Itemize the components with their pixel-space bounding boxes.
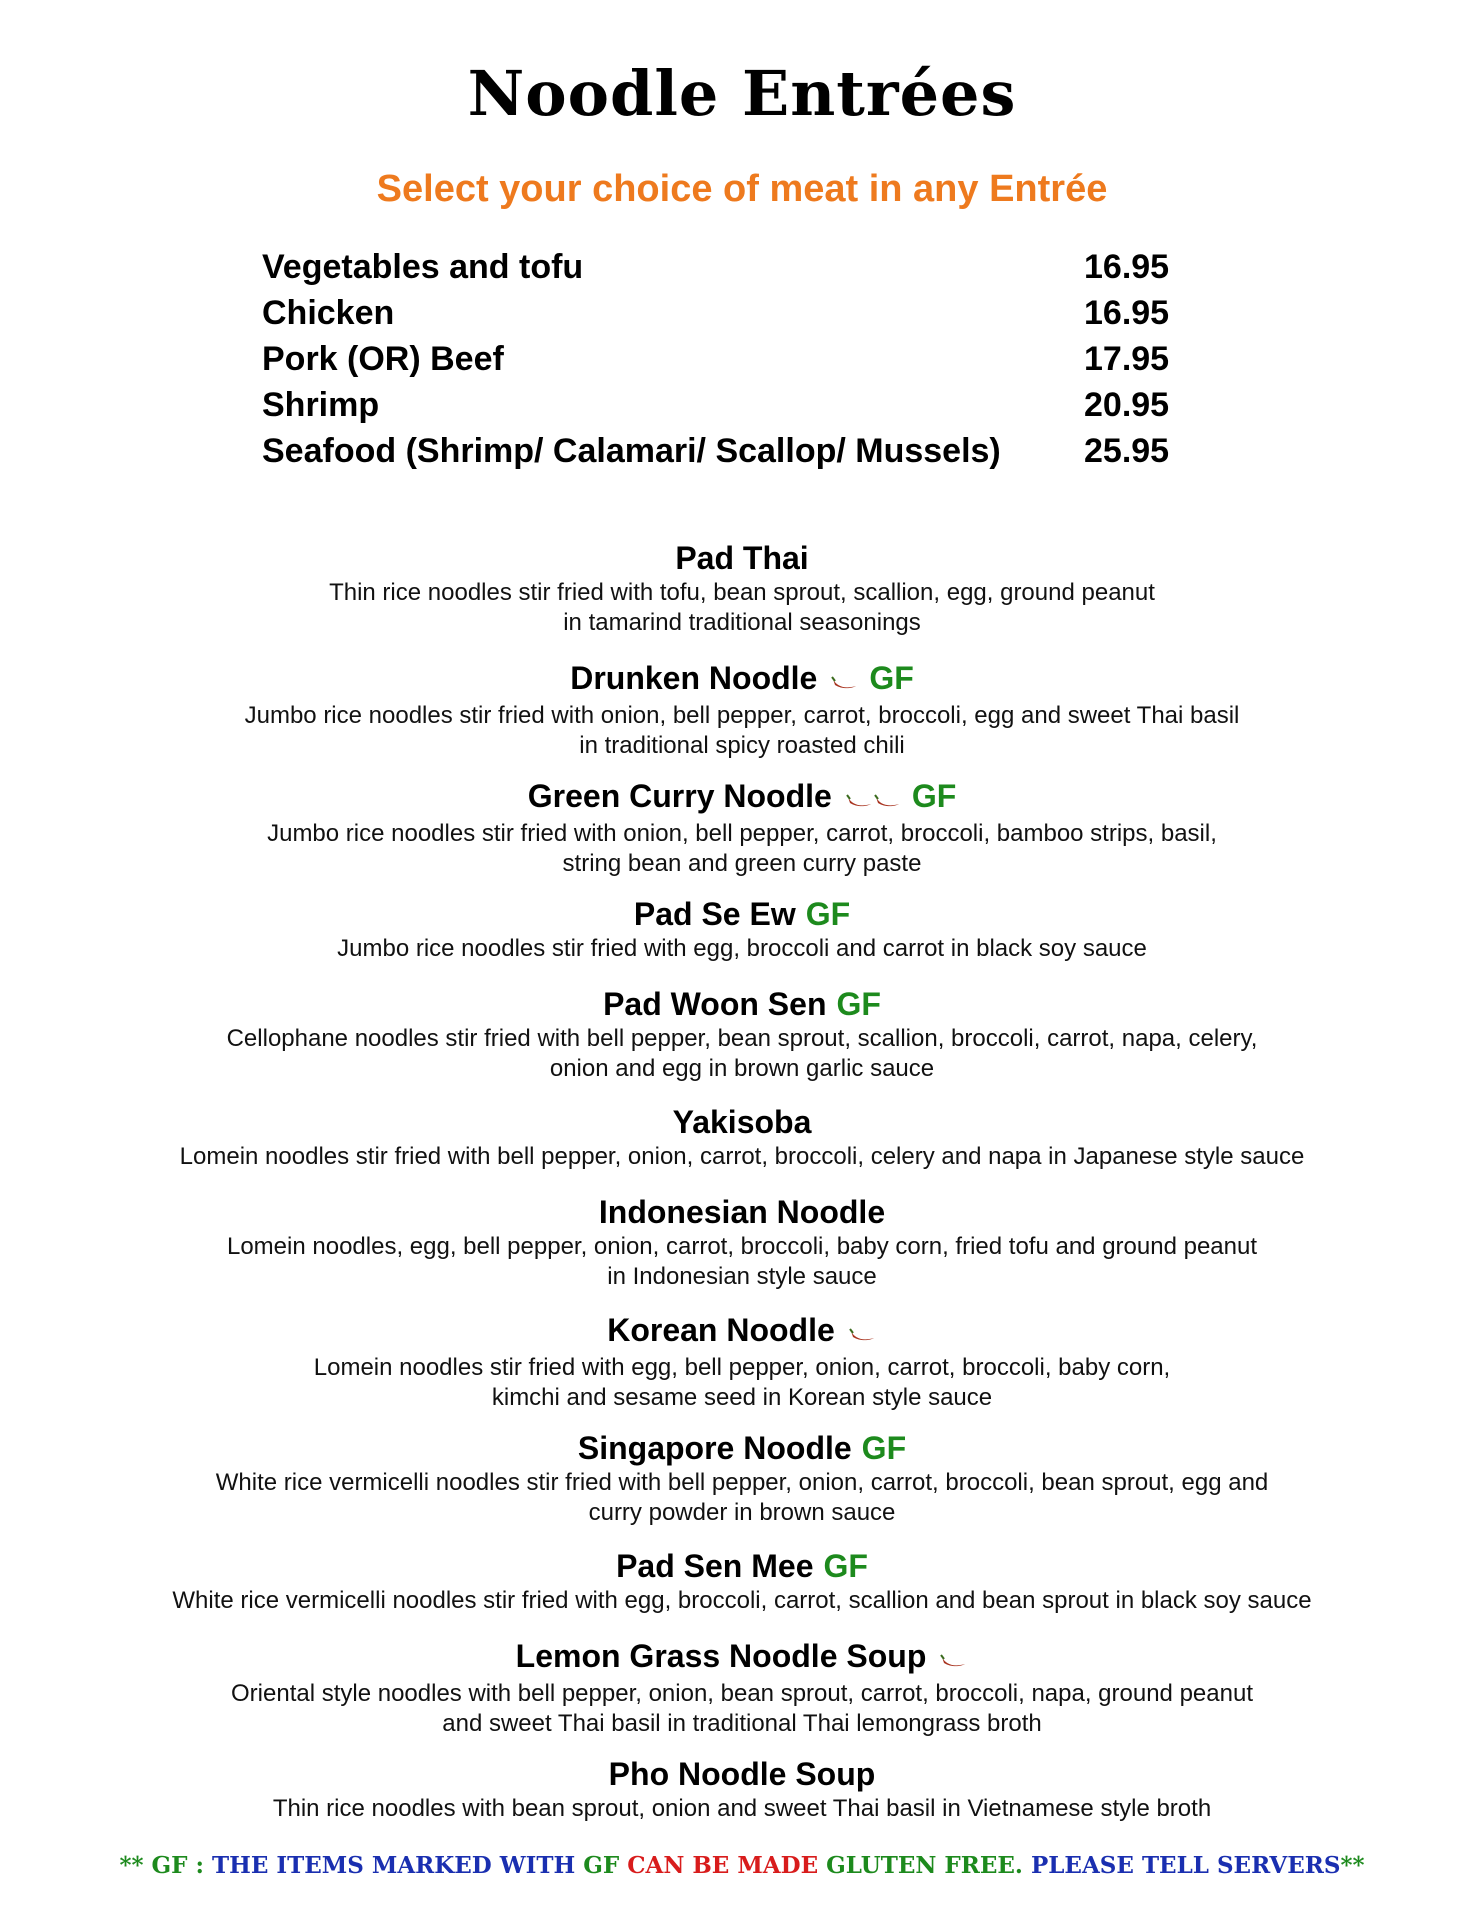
footer-gf-word: GF [583,1852,628,1879]
menu-item-description: Thin rice noodles stir fried with tofu, bean sprout, scallion, egg, ground peanut [329,579,1155,606]
menu-item [40,894,1444,964]
menu-item-heading [40,1636,1444,1679]
meat-price: 16.95 [1084,294,1170,332]
chili-pepper-icon [940,1639,968,1679]
menu-item [40,984,1444,1084]
menu-item-name: Pad Thai [675,540,809,576]
meat-name: Shrimp [262,386,380,424]
meat-price: 20.95 [1084,386,1170,424]
meat-name: Vegetables and tofu [262,248,584,286]
meat-price-row [262,428,1192,474]
meat-price-row [262,244,1192,290]
menu-item-description: Lomein noodles stir fried with egg, bell pepper, onion, carrot, broccoli, baby corn, [313,1353,1171,1381]
chili-pepper-icon [846,779,902,819]
gluten-free-badge: GF [805,896,851,932]
meat-price: 16.95 [1084,248,1170,286]
menu-item-description: Thin rice noodles with bean sprout, onion and sweet Thai basil in Vietnamese style broth [272,1795,1212,1822]
meat-name: Pork (OR) Beef [262,340,504,378]
menu-item-description: Cellophane noodles stir fried with bell pepper, bean sprout, scallion, broccoli, carrot, napa, celery, [226,1025,1258,1052]
chili-pepper-icon [849,1313,877,1353]
menu-item-heading [40,1754,1444,1794]
meat-choice-subtitle: Select your choice of meat in any Entrée [376,168,1108,210]
menu-item-name: Pad Se Ew [633,896,796,932]
gluten-free-badge: GF [869,660,914,696]
menu-item-heading [40,1192,1444,1232]
menu-item-name: Pad Sen Mee [616,1548,814,1584]
menu-item-name: Green Curry Noodle [527,778,832,814]
menu-item-description: curry powder in brown sauce [588,1499,896,1526]
menu-item [40,1428,1444,1528]
menu-item [40,1192,1444,1292]
menu-item [40,538,1444,638]
menu-item [40,1754,1444,1824]
footer-gluten-free: GLUTEN FREE. [826,1852,1031,1879]
menu-item-name: Lemon Grass Noodle Soup [515,1638,927,1674]
footer-tell-servers: PLEASE TELL SERVERS [1030,1852,1341,1879]
menu-item-description: Lomein noodles stir fried with bell pepper, onion, carrot, broccoli, celery and napa in Japanese style sauce [179,1143,1305,1170]
menu-item-heading [40,1102,1444,1142]
page-title: Noodle Entrées [467,57,1017,130]
menu-item-name: Indonesian Noodle [598,1194,886,1230]
gluten-free-note [0,1850,1484,1882]
footer-end-stars: ** [1340,1852,1365,1879]
meat-price: 17.95 [1084,340,1170,378]
menu-item [40,776,1444,879]
menu-item-description: White rice vermicelli noodles stir fried with egg, broccoli, carrot, scallion and bean sprout in black soy sauce [172,1587,1312,1614]
meat-price-row [262,336,1192,382]
menu-item-description: White rice vermicelli noodles stir fried with bell pepper, onion, carrot, broccoli, bean sprout, egg and [215,1469,1269,1496]
menu-item-description: Oriental style noodles with bell pepper, onion, bean sprout, carrot, broccoli, napa, ground peanut [231,1679,1253,1707]
footer-items-marked: THE ITEMS MARKED WITH [212,1852,584,1879]
menu-item-name: Korean Noodle [607,1312,835,1348]
menu-item-description: in traditional spicy roasted chili [579,731,905,759]
menu-item-description: string bean and green curry paste [562,849,922,877]
menu-item-name: Yakisoba [672,1104,812,1140]
menu-item [40,1636,1444,1739]
menu-item-heading [40,1546,1444,1586]
footer-gf-prefix: ** GF : [119,1852,212,1879]
meat-name: Chicken [262,294,395,332]
menu-item-name: Pad Woon Sen [603,986,827,1022]
menu-item-name: Pho Noodle Soup [608,1756,876,1792]
menu-item-heading [40,984,1444,1024]
menu-item-description: Lomein noodles, egg, bell pepper, onion, carrot, broccoli, baby corn, fried tofu and ground peanut [226,1233,1258,1260]
menu-item-heading [40,658,1444,701]
menu-item-description: and sweet Thai basil in traditional Thai lemongrass broth [442,1709,1042,1737]
meat-name: Seafood (Shrimp/ Calamari/ Scallop/ Mussels) [262,432,1001,470]
menu-item-name: Singapore Noodle [577,1430,852,1466]
menu-item-heading [40,1428,1444,1468]
menu-item-description: kimchi and sesame seed in Korean style sauce [491,1383,993,1411]
footer-can-be-made: CAN BE MADE [627,1852,827,1879]
menu-item-description: Jumbo rice noodles stir fried with egg, broccoli and carrot in black soy sauce [337,935,1147,962]
menu-item-heading [40,1310,1444,1353]
menu-item-heading [40,894,1444,934]
meat-price-row [262,290,1192,336]
menu-item [40,658,1444,761]
menu-item-description: in tamarind traditional seasonings [563,609,921,636]
gluten-free-badge: GF [911,778,957,814]
menu-item-description: in Indonesian style sauce [607,1263,877,1290]
menu-item-name: Drunken Noodle [570,660,818,696]
gluten-free-badge: GF [861,1430,907,1466]
menu-item [40,1102,1444,1172]
menu-item-heading [40,538,1444,578]
gluten-free-badge: GF [836,986,881,1022]
menu-item [40,1546,1444,1616]
menu-item-description: onion and egg in brown garlic sauce [549,1055,935,1082]
meat-price: 25.95 [1084,432,1170,470]
meat-price-row [262,382,1192,428]
menu-item-description: Jumbo rice noodles stir fried with onion, bell pepper, carrot, broccoli, egg and sweet Thai basil [244,701,1240,729]
menu-item-heading [40,776,1444,819]
chili-pepper-icon [831,661,859,701]
gluten-free-badge: GF [823,1548,868,1584]
menu-item [40,1310,1444,1413]
meat-price-list [262,244,1192,474]
menu-item-description: Jumbo rice noodles stir fried with onion, bell pepper, carrot, broccoli, bamboo strips, basil, [267,819,1217,847]
